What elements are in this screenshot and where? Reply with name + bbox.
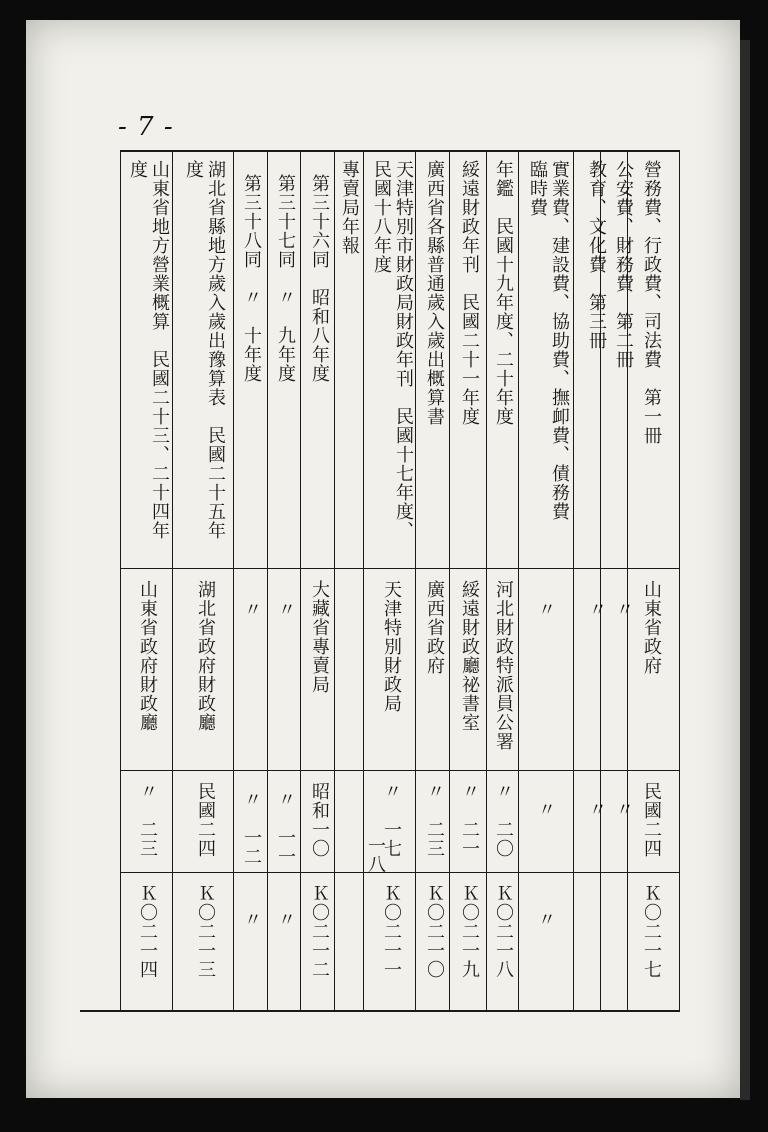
entry-title: 綏遠財政年刊 民國二十一年度 bbox=[459, 160, 480, 426]
page-number: - 7 - bbox=[118, 112, 174, 142]
col-rule bbox=[573, 150, 574, 1010]
entry-date: 〃 一二 bbox=[241, 790, 262, 866]
entry-title: 教育、文化費 第三冊 bbox=[586, 160, 607, 350]
rule-date-code bbox=[120, 872, 680, 873]
entry-code: Ｋ〇二一九 bbox=[459, 884, 480, 979]
entry-date: 〃 二〇 bbox=[493, 782, 514, 858]
entry-date: 民國二四 bbox=[195, 782, 216, 858]
entry-date: 昭和一〇 bbox=[309, 782, 330, 858]
col-rule bbox=[486, 150, 487, 1010]
table-bottom-rule bbox=[80, 1010, 680, 1012]
entry-code: 〃 bbox=[535, 910, 556, 929]
entry-publisher: 大藏省專賣局 bbox=[309, 580, 330, 694]
entry-code: Ｋ〇二一三 bbox=[195, 884, 216, 979]
entry-publisher: 〃 bbox=[535, 600, 556, 619]
entry-date: 〃 二三 bbox=[424, 782, 445, 858]
entry-code: Ｋ〇二一〇 bbox=[424, 884, 445, 979]
entry-date: 〃 一七 bbox=[381, 782, 402, 858]
entry-publisher: 天津特別財政局 bbox=[381, 580, 402, 713]
rule-publisher-date bbox=[120, 770, 680, 771]
entry-code: Ｋ〇二一一 bbox=[381, 884, 402, 979]
col-rule bbox=[449, 150, 450, 1010]
entry-title-cont: 臨時費 bbox=[527, 160, 548, 217]
entry-title: 第三十八同 〃 十年度 bbox=[241, 174, 262, 383]
entry-date: 〃 一一 bbox=[275, 790, 296, 866]
entry-code: Ｋ〇二一七 bbox=[641, 884, 662, 979]
entry-title: 山東省地方營業概算 民國二十三、二十四年 bbox=[149, 160, 170, 540]
col-rule bbox=[334, 150, 335, 1010]
col-rule bbox=[172, 150, 173, 1010]
col-rule bbox=[233, 150, 234, 1010]
entry-publisher: 〃 bbox=[613, 600, 634, 619]
entry-code: 〃 bbox=[241, 910, 262, 929]
entry-date: 〃 bbox=[535, 800, 556, 819]
entry-publisher: 山東省政府 bbox=[641, 580, 662, 675]
entry-code: Ｋ〇二一八 bbox=[493, 884, 514, 979]
entry-title: 公安費、財務費 第二冊 bbox=[613, 160, 634, 369]
entry-publisher: 綏遠財政廳祕書室 bbox=[459, 580, 480, 732]
table-left-rule bbox=[120, 150, 121, 1010]
entry-code: 〃 bbox=[275, 910, 296, 929]
entry-date: 〃 bbox=[586, 800, 607, 819]
entry-title: 廣西省各縣普通歲入歲出概算書 bbox=[424, 160, 445, 426]
col-rule bbox=[300, 150, 301, 1010]
entry-title: 第三十六同 昭和八年度 bbox=[309, 174, 330, 383]
rule-title-publisher bbox=[120, 568, 680, 569]
entry-publisher: 〃 bbox=[275, 600, 296, 619]
entry-publisher: 〃 bbox=[241, 600, 262, 619]
col-rule bbox=[267, 150, 268, 1010]
entry-date: 〃 二一 bbox=[459, 782, 480, 858]
table-right-rule bbox=[679, 150, 680, 1010]
entry-title: 第三十七同 〃 九年度 bbox=[275, 174, 296, 383]
entry-publisher: 河北財政特派員公署 bbox=[493, 580, 514, 751]
entry-title: 營務費、行政費、司法費 第一冊 bbox=[641, 160, 662, 445]
entry-title-cont: 度 bbox=[183, 160, 204, 179]
entry-title: 專賣局年報 bbox=[339, 160, 360, 255]
page-edge bbox=[740, 40, 750, 1100]
entry-title: 年鑑 民國十九年度、二十年度 bbox=[493, 160, 514, 426]
entry-date-cont: 一八 bbox=[365, 836, 386, 874]
entry-date: 〃 bbox=[613, 800, 634, 819]
entry-title-cont: 民國十八年度 bbox=[371, 160, 392, 274]
col-rule bbox=[518, 150, 519, 1010]
table-top-rule bbox=[120, 150, 680, 152]
entry-title: 實業費、建設費、協助費、撫卹費、債務費 bbox=[549, 160, 570, 521]
entry-date: 〃 二三 bbox=[137, 782, 158, 858]
entry-publisher: 廣西省政府 bbox=[424, 580, 445, 675]
entry-title: 天津特別市財政局財政年刊 民國十七年度、 bbox=[393, 160, 414, 540]
entry-publisher: 湖北省政府財政廳 bbox=[195, 580, 216, 732]
entry-title: 湖北省縣地方歲入歲出豫算表 民國二十五年 bbox=[205, 160, 226, 540]
entry-code: Ｋ〇二一二 bbox=[309, 884, 330, 979]
col-rule bbox=[415, 150, 416, 1010]
entry-publisher: 〃 bbox=[586, 600, 607, 619]
col-rule bbox=[363, 150, 364, 1010]
catalog-table bbox=[120, 150, 680, 1012]
entry-code: Ｋ〇二一四 bbox=[137, 884, 158, 979]
entry-date: 民國二四 bbox=[641, 782, 662, 858]
entry-publisher: 山東省政府財政廳 bbox=[137, 580, 158, 732]
entry-title-cont: 度 bbox=[127, 160, 148, 179]
